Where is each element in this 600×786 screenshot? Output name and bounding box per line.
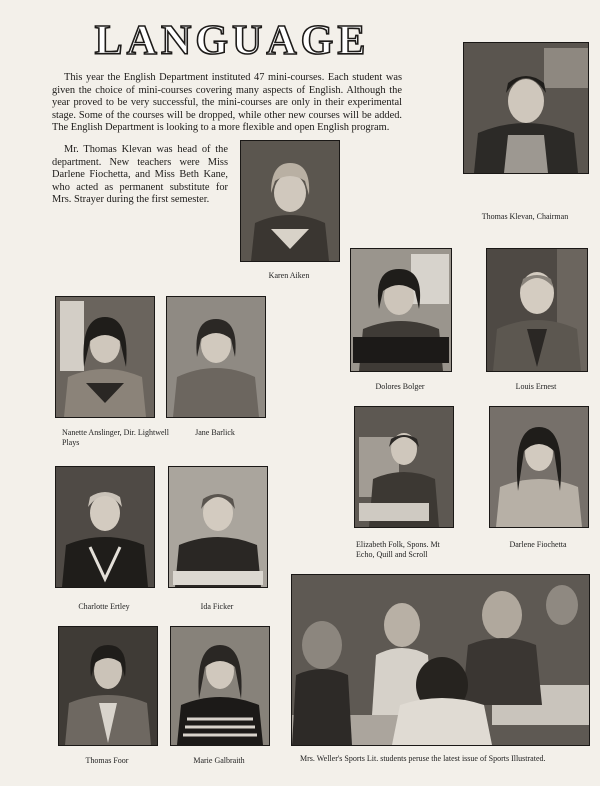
intro-paragraph: This year the English Department instituted 47 mini-courses. Each student was given the choice of mini-courses covering many aspects of English. Although the year proved to be very successful, the mini-courses are only in their experimental stage. Some of the courses will be dropped, while other new courses will be added. The English Department is looking to a more flexible and open English program. [52,72,402,134]
caption-elizabeth-folk: Elizabeth Folk, Spons. Mt Echo, Quill and Scroll [356,540,440,559]
photo-charlotte-ertley [55,466,155,588]
caption-dolores-bolger: Dolores Bolger [375,382,425,391]
portrait-graphic [487,249,587,371]
caption-darlene-fiochetta: Darlene Fiochetta [509,540,567,549]
portrait-graphic [490,407,588,527]
photo-louis-ernest [486,248,588,372]
classroom-graphic [292,575,589,745]
photo-ida-ficker [168,466,268,588]
caption-ida-ficker: Ida Ficker [200,602,234,611]
photo-dolores-bolger [350,248,452,372]
portrait-graphic [56,297,154,417]
portrait-graphic [59,627,157,745]
photo-darlene-fiochetta [489,406,589,528]
portrait-graphic [351,249,451,371]
caption-nanette-anslinger: Nanette Anslinger, Dir. Lightwell Plays [62,428,169,447]
portrait-graphic [464,43,588,173]
portrait-graphic [167,297,265,417]
photo-jane-barlick [166,296,266,418]
photo-marie-galbraith [170,626,270,746]
caption-marie-galbraith: Marie Galbraith [193,756,245,765]
department-paragraph: Mr. Thomas Klevan was head of the department. New teachers were Miss Darlene Fiochetta, and Miss Beth Kane, who acted as permanent substitute for Mrs. Strayer during the first semester. [52,144,228,206]
title-text: LANGUAGE [94,18,370,64]
caption-jane-barlick: Jane Barlick [195,428,235,437]
photo-thomas-klevan [463,42,589,174]
caption-louis-ernest: Louis Ernest [515,382,557,391]
title-graphic [82,14,382,64]
page-title [82,14,382,64]
photo-elizabeth-folk [354,406,454,528]
caption-thomas-foor: Thomas Foor [85,756,129,765]
portrait-graphic [169,467,267,587]
photo-thomas-foor [58,626,158,746]
caption-sports-lit-class: Mrs. Weller's Sports Lit. students peruse the latest issue of Sports Illustrated. [300,754,546,763]
portrait-graphic [56,467,154,587]
caption-karen-aiken: Karen Aiken [268,271,310,280]
photo-nanette-anslinger [55,296,155,418]
photo-karen-aiken [240,140,340,262]
caption-charlotte-ertley: Charlotte Ertley [78,602,130,611]
portrait-graphic [241,141,339,261]
portrait-graphic [355,407,453,527]
caption-thomas-klevan: Thomas Klevan, Chairman [481,212,569,221]
portrait-graphic [171,627,269,745]
photo-sports-lit-class [291,574,590,746]
